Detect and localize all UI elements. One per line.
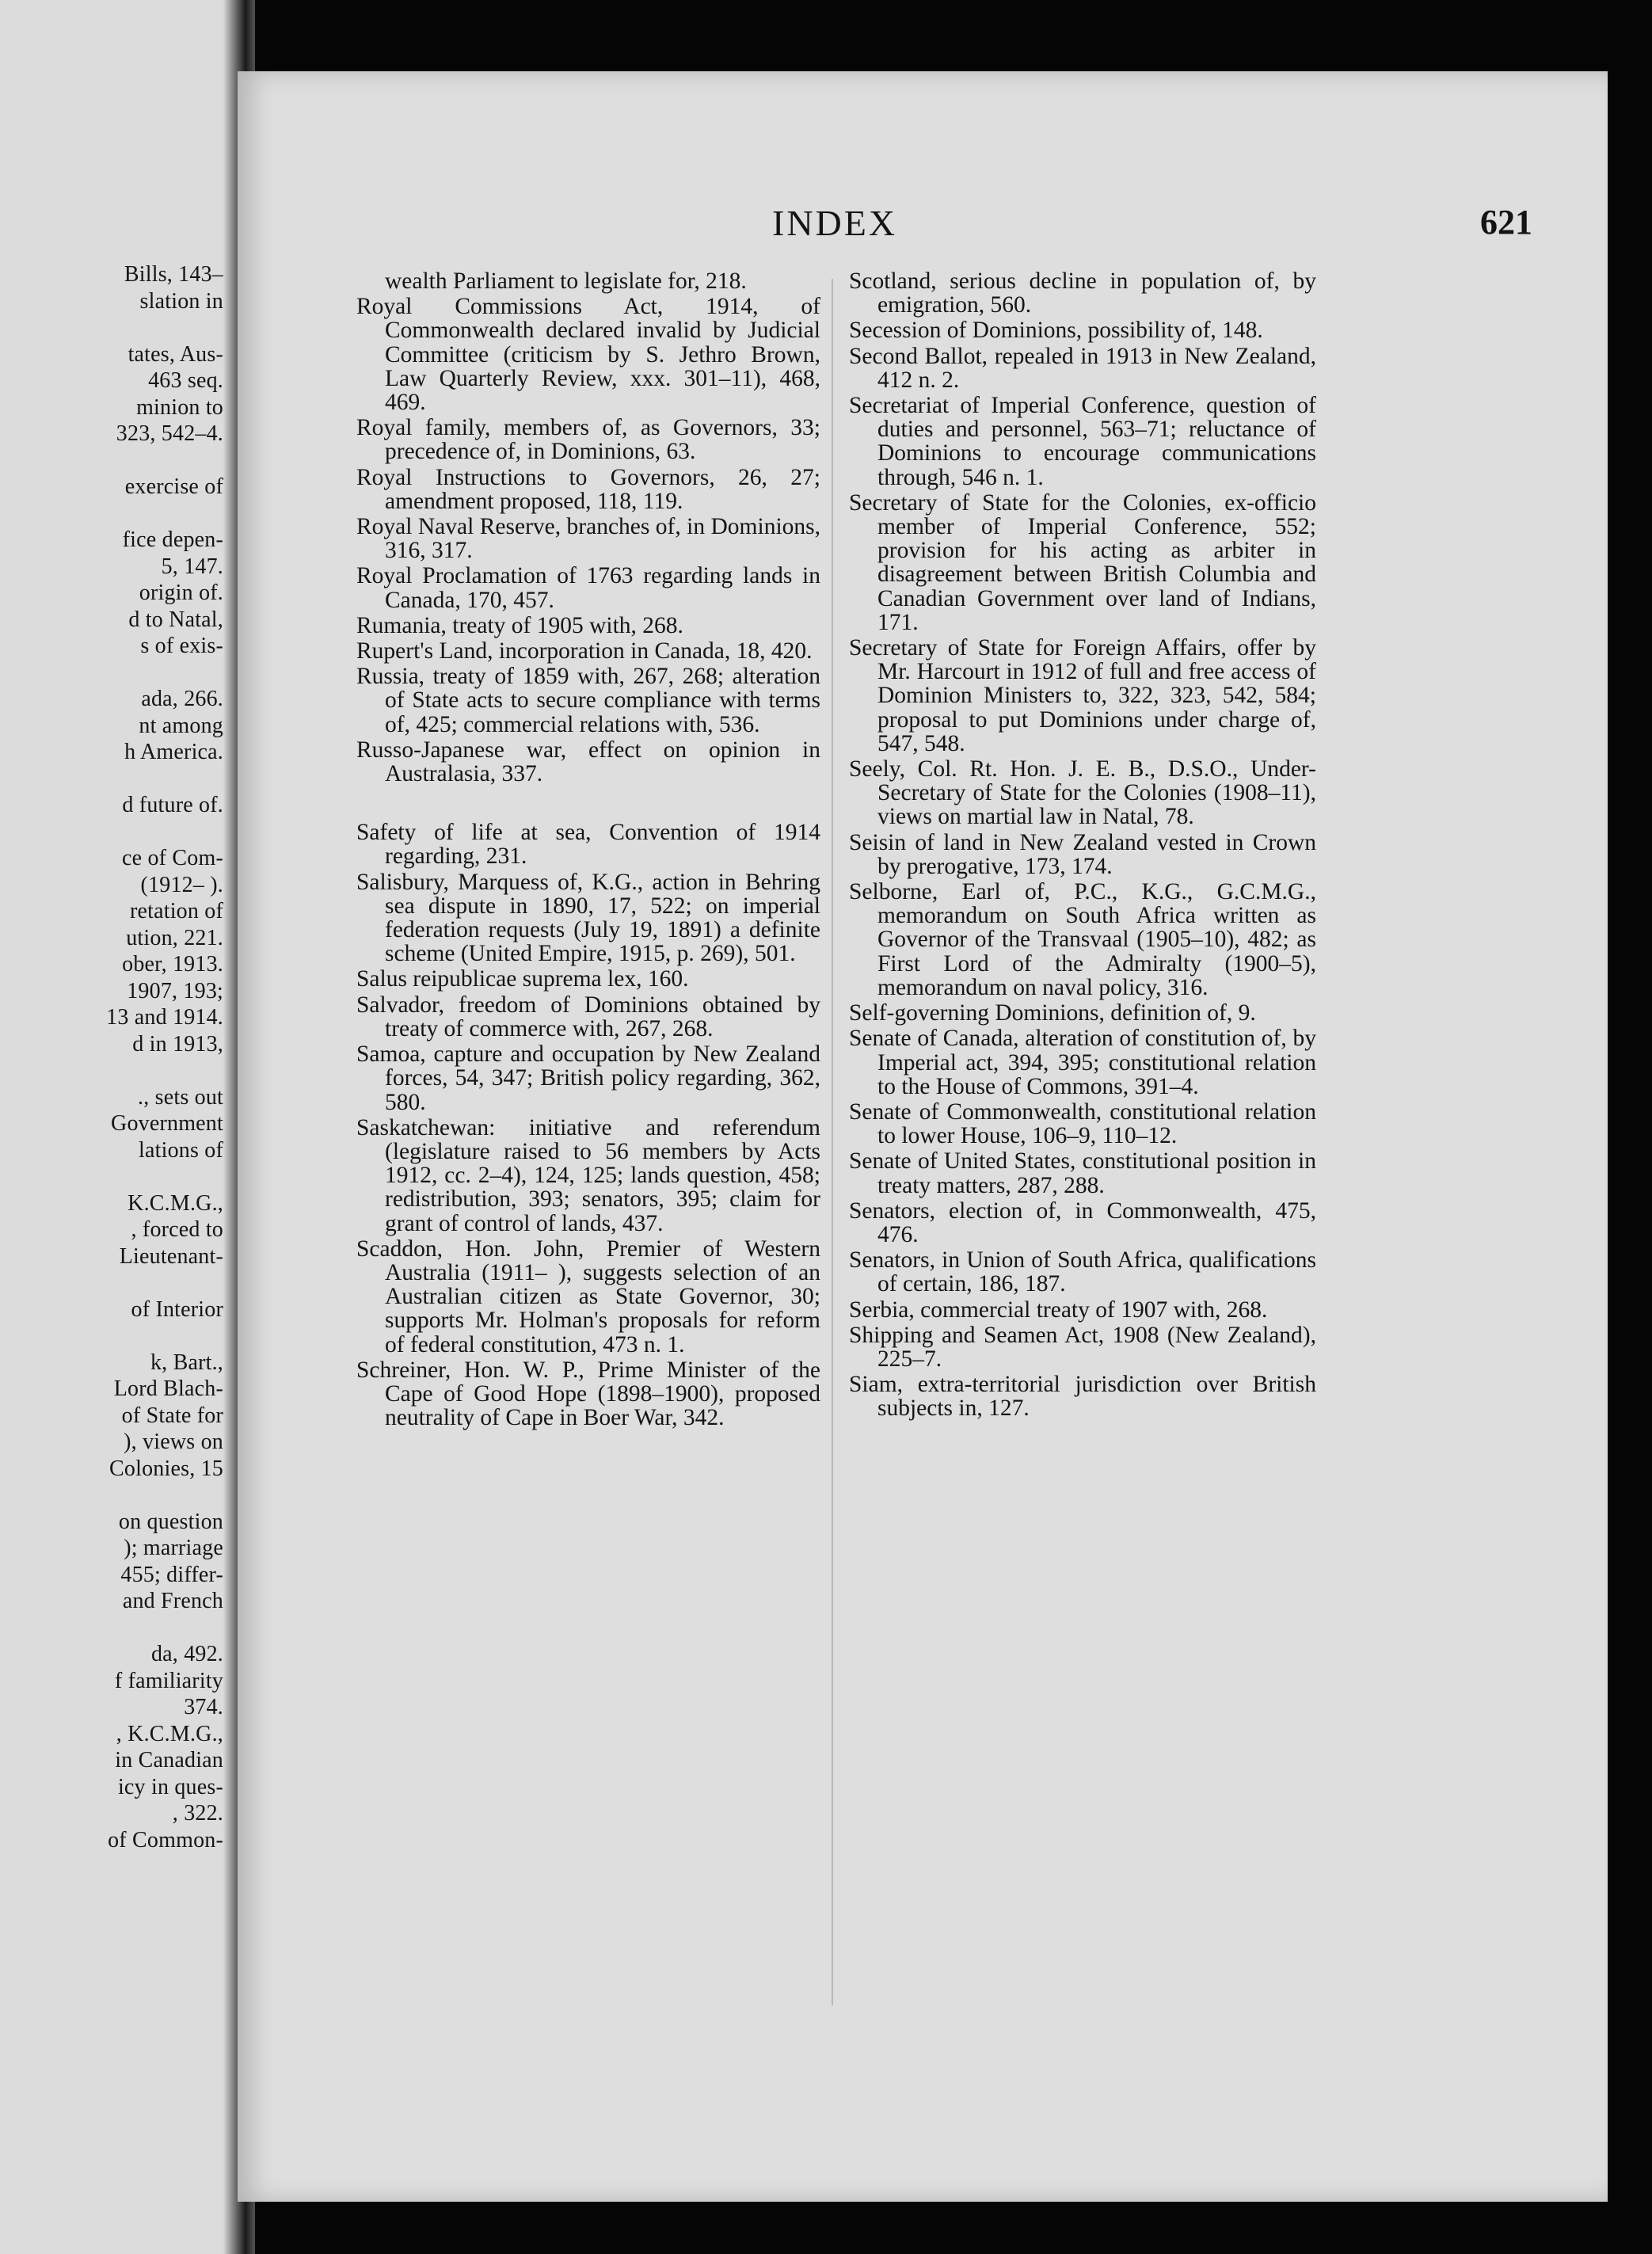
left-page-line (0, 1270, 223, 1296)
left-page-line: in Canadian (115, 1748, 223, 1772)
left-page-line: 463 seq. (148, 368, 223, 393)
index-entry: Seely, Col. Rt. Hon. J. E. B., D.S.O., Under-Secretary of State for the Colonies (1908–11), views on martial law in Natal, 78. (849, 756, 1316, 830)
left-page-line: , K.C.M.G., (116, 1721, 223, 1746)
left-page-line: ada, 266. (141, 687, 223, 711)
left-page-line (0, 501, 223, 527)
left-page-line: minion to (136, 394, 223, 420)
left-page-line: on question (118, 1509, 223, 1534)
index-entry: Serbia, commercial treaty of 1907 with, 268. (849, 1296, 1268, 1323)
left-page-line: f familiarity (114, 1668, 223, 1693)
left-page-line: ., sets out (138, 1084, 223, 1110)
index-entry: wealth Parliament to legislate for, 218. (385, 268, 747, 294)
index-entry: Senate of Canada, alteration of constitution of, by Imperial act, 394, 395; constitutional relation to the House of Commons, 391–4. (849, 1026, 1316, 1099)
left-page-line: 455; differ- (120, 1562, 223, 1587)
index-entry: Royal Commissions Act, 1914, of Commonwealth declared invalid by Judicial Committee (criticism by S. Jethro Brown, Law Quarterly Review, xxx. 301–11), 468, 469. (356, 294, 820, 416)
left-page-line (0, 766, 223, 793)
left-page-line: retation of (129, 899, 223, 923)
left-page-line: , forced to (131, 1217, 223, 1242)
left-page-text (0, 261, 223, 1853)
index-entry: Second Ballot, repealed in 1913 in New Zealand, 412 n. 2. (849, 343, 1316, 393)
index-entry: Selborne, Earl of, P.C., K.G., G.C.M.G., memorandum on South Africa written as Governor of the Transvaal (1905–10), 482; as First Lord of the Admiralty (1900–5), memorandum on naval policy, 316. (849, 879, 1316, 1000)
column-divider (832, 279, 833, 2005)
left-page-line (0, 1323, 223, 1350)
left-page-line: of Common- (108, 1827, 223, 1852)
index-page (238, 71, 1608, 2202)
left-page-line: lations of (139, 1137, 223, 1163)
left-page-line: ution, 221. (126, 925, 223, 950)
running-head (238, 202, 1608, 249)
index-column-left (356, 269, 820, 1431)
left-page-line: of Interior (131, 1296, 223, 1322)
index-entry: Senate of United States, constitutional position in treaty matters, 287, 288. (849, 1148, 1316, 1198)
left-page-line: fice depen- (122, 527, 223, 552)
left-page-line: k, Bart., (150, 1350, 223, 1375)
left-page-line: 1907, 193; (127, 978, 223, 1003)
left-page-line: d future of. (122, 793, 223, 817)
left-page-line (0, 1057, 223, 1084)
left-page-line: , 322. (172, 1801, 223, 1826)
left-page-line: 374. (184, 1695, 223, 1719)
index-entry: Self-governing Dominions, definition of, 9. (849, 1000, 1256, 1026)
index-entry: Senators, election of, in Commonwealth, 475, 476. (849, 1197, 1316, 1247)
index-entry: Samoa, capture and occupation by New Zealand forces, 54, 347; British policy regarding, 362, 580. (356, 1041, 820, 1115)
left-page-line: ); marriage (124, 1536, 223, 1560)
index-entry: Rumania, treaty of 1905 with, 268. (356, 612, 683, 638)
index-entry: Saskatchewan: initiative and referendum (legislature raised to 56 members by Acts 1912, cc. 2–4), 124, 125; lands question, 458; redistribution, 393; senators, 395; claim for grant of control of lands, 437. (356, 1114, 820, 1236)
index-entry: Royal Naval Reserve, branches of, in Dominions, 316, 317. (356, 514, 820, 564)
index-entry: Secession of Dominions, possibility of, 148. (849, 318, 1263, 344)
left-page-line: Lieutenant- (119, 1243, 223, 1269)
index-entry: Royal Proclamation of 1763 regarding lands in Canada, 170, 457. (356, 563, 820, 613)
left-page-line: d to Natal, (128, 607, 223, 632)
index-entry: Secretariat of Imperial Conference, question of duties and personnel, 563–71; reluctance of Dominions to encourage communications through, 546 n. 1. (849, 393, 1316, 490)
left-page-line: Lord Blach- (113, 1376, 223, 1401)
index-entry: Safety of life at sea, Convention of 1914 regarding, 231. (356, 820, 820, 870)
index-entry: Royal family, members of, as Governors, 33; precedence of, in Dominions, 63. (356, 415, 820, 465)
left-page-line: Government (111, 1111, 223, 1136)
index-entry: Shipping and Seamen Act, 1908 (New Zealand), 225–7. (849, 1322, 1316, 1372)
index-entry: Senators, in Union of South Africa, qualifications of certain, 186, 187. (849, 1247, 1316, 1297)
index-entry: Russo-Japanese war, effect on opinion in Australasia, 337. (356, 737, 820, 787)
left-page-line: origin of. (139, 581, 223, 605)
left-page-line (0, 1482, 223, 1509)
left-page (0, 0, 231, 2254)
left-page-line: Colonies, 15 (109, 1456, 223, 1481)
left-page-line: 5, 147. (161, 554, 223, 579)
index-entry: Salvador, freedom of Dominions obtained by treaty of commerce with, 267, 268. (356, 992, 820, 1041)
index-entry: Seisin of land in New Zealand vested in Crown by prerogative, 173, 174. (849, 829, 1316, 879)
left-page-line: slation in (139, 288, 223, 314)
index-entry: Salus reipublicae suprema lex, 160. (356, 966, 689, 992)
index-entry: Senate of Commonwealth, constitutional relation to lower House, 106–9, 110–12. (849, 1098, 1316, 1149)
index-entry: Scotland, serious decline in population of, by emigration, 560. (849, 268, 1316, 318)
left-page-line: nt among (139, 713, 223, 738)
left-page-line (0, 314, 223, 341)
index-entry: Russia, treaty of 1859 with, 267, 268; alteration of State acts to secure compliance with terms of, 425; commercial relations with, 536. (356, 664, 820, 737)
index-entry: Royal Instructions to Governors, 26, 27; amendment proposed, 118, 119. (356, 464, 820, 514)
page-number: 621 (1480, 203, 1532, 242)
index-column-right (849, 269, 1316, 1422)
index-entry: Schreiner, Hon. W. P., Prime Minister of the Cape of Good Hope (1898–1900), proposed neutrality of Cape in Boer War, 342. (356, 1357, 820, 1431)
left-page-line: (1912– ). (140, 872, 223, 897)
left-page-line: ce of Com- (122, 846, 223, 870)
index-entry: Secretary of State for the Colonies, ex-officio member of Imperial Conference, 552; provision for his acting as arbiter in disagreement between British Columbia and Canadian Government over land of Indians, 171. (849, 489, 1316, 635)
left-page-line: 323, 542–4. (116, 421, 223, 446)
left-page-line: icy in ques- (117, 1774, 223, 1799)
left-page-line: ober, 1913. (122, 952, 223, 977)
left-page-line: of State for (121, 1403, 223, 1428)
left-page-line: K.C.M.G., (128, 1190, 223, 1216)
index-entry: Rupert's Land, incorporation in Canada, 18, 420. (356, 638, 813, 664)
left-page-line (0, 1163, 223, 1190)
left-page-line: da, 492. (150, 1642, 223, 1666)
index-entry: Scaddon, Hon. John, Premier of Western Australia (1911– ), suggests selection of an Australian citizen as State Governor, 30; supports Mr. Holman's proposals for reform of federal constitution, 473 n. 1. (356, 1236, 820, 1357)
left-page-line: and French (122, 1589, 223, 1613)
left-page-line (0, 819, 223, 846)
index-entry: Salisbury, Marquess of, K.G., action in Behring sea dispute in 1890, 17, 522; on imperial federation requests (July 19, 1891) a definite scheme (United Empire, 1915, p. 269), 501. (356, 869, 820, 967)
page-title: INDEX (772, 203, 898, 243)
left-page-line: 13 and 1914. (106, 1005, 223, 1030)
left-page-line (0, 660, 223, 687)
left-page-line: d in 1913, (132, 1031, 223, 1057)
left-page-line: ), views on (124, 1430, 223, 1454)
left-page-line: tates, Aus- (128, 341, 223, 367)
left-page-line: exercise of (124, 474, 223, 499)
index-entry: Siam, extra-territorial jurisdiction over British subjects in, 127. (849, 1372, 1316, 1422)
left-page-line: s of exis- (140, 634, 223, 658)
index-entry: Secretary of State for Foreign Affairs, offer by Mr. Harcourt in 1912 of full and free access of Dominion Ministers to, 322, 323, 542, 584; proposal to put Dominions under charge of, 547, 548. (849, 635, 1316, 756)
left-page-line (0, 447, 223, 474)
left-page-line (0, 1615, 223, 1642)
left-page-line: h America. (124, 740, 223, 764)
left-page-line: Bills, 143– (124, 262, 223, 287)
